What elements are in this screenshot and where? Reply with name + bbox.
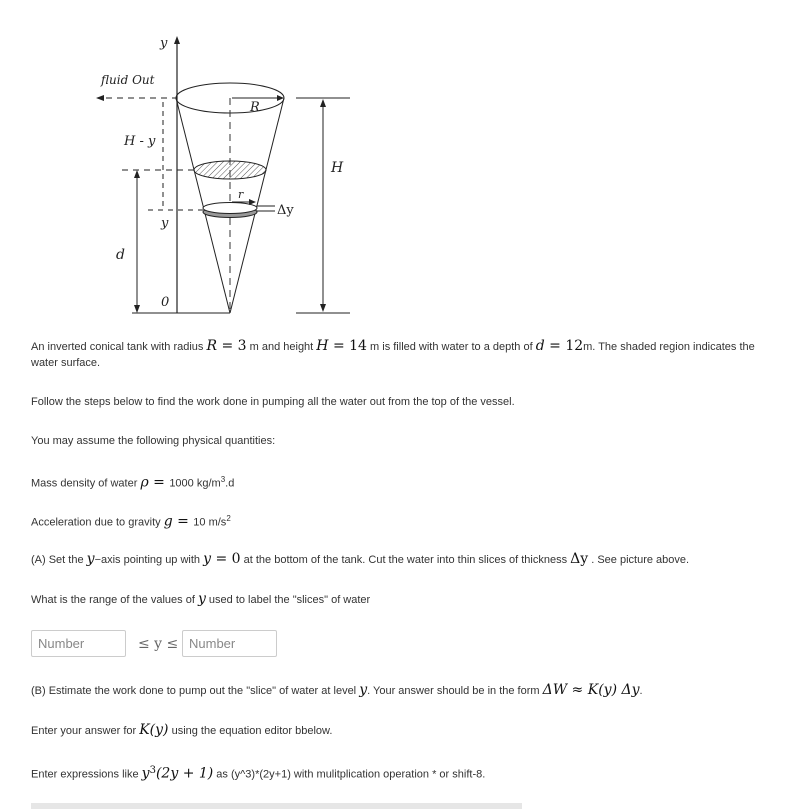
range-q-a: What is the range of the values of (31, 594, 198, 606)
h-minus-y-label: H - y (124, 134, 156, 149)
var-d: d (535, 338, 545, 354)
range-separator: ≤ y ≤ (138, 636, 179, 652)
hint-expr: (2y + 1) (155, 765, 214, 782)
y-upper-bound-input[interactable] (182, 630, 277, 657)
radius-R-arrowhead (277, 95, 284, 101)
expression-hint (31, 763, 485, 783)
hint-exp: 3 (149, 765, 156, 776)
var-y-3: y (197, 591, 206, 607)
part-a-d: . See picture above. (588, 554, 690, 566)
p1-text-c: m is filled with water to a depth of (366, 341, 536, 353)
y-axis-label: y (160, 36, 168, 51)
editor-instr-a: Enter your answer for (31, 725, 140, 737)
p1-text-b: m and height (246, 341, 317, 353)
slice-r-arrowhead (249, 199, 256, 205)
p1-text-a: An inverted conical tank with radius (31, 341, 207, 353)
gravity-label: Acceleration due to gravity (31, 516, 164, 529)
density-exp: 3 (220, 475, 226, 484)
slice-top (203, 203, 257, 214)
fluid-out-arrow (96, 95, 104, 101)
height-H-arrow-top (320, 99, 326, 107)
y-lower-bound-input[interactable] (31, 630, 126, 657)
work-formula: ΔW ≈ K(y) Δy (542, 682, 640, 698)
gravity-value: 10 m/s (193, 516, 227, 529)
gravity-eq: = (172, 513, 194, 530)
var-y-1: y (86, 551, 95, 567)
equation-editor-instructions (31, 722, 332, 739)
var-H: H (316, 338, 329, 354)
var-y-2: y (203, 551, 212, 567)
y-axis-arrow (174, 36, 180, 44)
part-b-a: (B) Estimate the work done to pump out the "slice" of water at level (31, 685, 360, 697)
hint-a: Enter expressions like (31, 768, 142, 781)
depth-d-label: d (116, 247, 125, 263)
part-b-b: . Your answer should be in the form (367, 685, 543, 697)
var-y-4: y (359, 682, 368, 698)
var-g: g (163, 513, 173, 530)
gravity-text (31, 511, 231, 531)
p1-text-line2: water surface. (31, 357, 101, 369)
equation-editor[interactable] (31, 803, 522, 809)
density-tail: .d (225, 477, 235, 490)
part-b-c: . (639, 685, 643, 697)
range-q-b: used to label the "slices" of water (205, 594, 371, 606)
y-level-label: y (161, 216, 169, 231)
part-b-text (31, 682, 643, 699)
part-a-eq: = 0 (211, 551, 241, 567)
density-label: Mass density of water (31, 477, 141, 490)
var-R: R (206, 338, 218, 354)
gravity-exp: 2 (226, 514, 231, 523)
range-question (31, 591, 370, 608)
p1-text-d: m. The shaded region indicates the (583, 341, 755, 353)
var-dy: Δy (570, 551, 589, 567)
density-eq: = (148, 474, 170, 491)
height-H-arrow-bottom (320, 304, 326, 312)
var-K: K(y) (139, 722, 169, 738)
hint-b: as (y^3)*(2y+1) with mulitplication operation * or shift-8. (213, 768, 486, 781)
origin-label: 0 (161, 295, 170, 310)
water-surface (194, 161, 266, 179)
eq-R-value: = 3 (217, 338, 247, 354)
eq-d-value: = 12 (544, 338, 584, 354)
editor-instr-b: using the equation editor bbelow. (168, 725, 333, 737)
part-a-a: (A) Set the (31, 554, 87, 566)
radius-R-label: R (250, 100, 260, 115)
var-rho: ρ (140, 474, 149, 491)
conical-tank-diagram (0, 0, 800, 330)
density-value: 1000 kg/m (169, 477, 221, 490)
part-a-text (31, 551, 689, 568)
depth-d-arrow-bottom (134, 305, 140, 313)
problem-statement (31, 338, 761, 371)
hint-var-y: y (141, 765, 150, 782)
density-text (31, 472, 234, 492)
part-a-b: −axis pointing up with (94, 554, 204, 566)
slice-r-label: r (238, 188, 244, 201)
eq-H-value: = 14 (328, 338, 367, 354)
depth-d-arrow-top (134, 170, 140, 178)
assumptions-text: You may assume the following physical quantities: (31, 435, 276, 447)
fluid-out-label: fluid Out (101, 73, 155, 87)
instructions-text: Follow the steps below to find the work done in pumping all the water out from the top of the vessel. (31, 396, 515, 408)
dy-label: Δy (277, 203, 294, 218)
height-H-label: H (331, 160, 344, 176)
part-a-c: at the bottom of the tank. Cut the water into thin slices of thickness (240, 554, 571, 566)
